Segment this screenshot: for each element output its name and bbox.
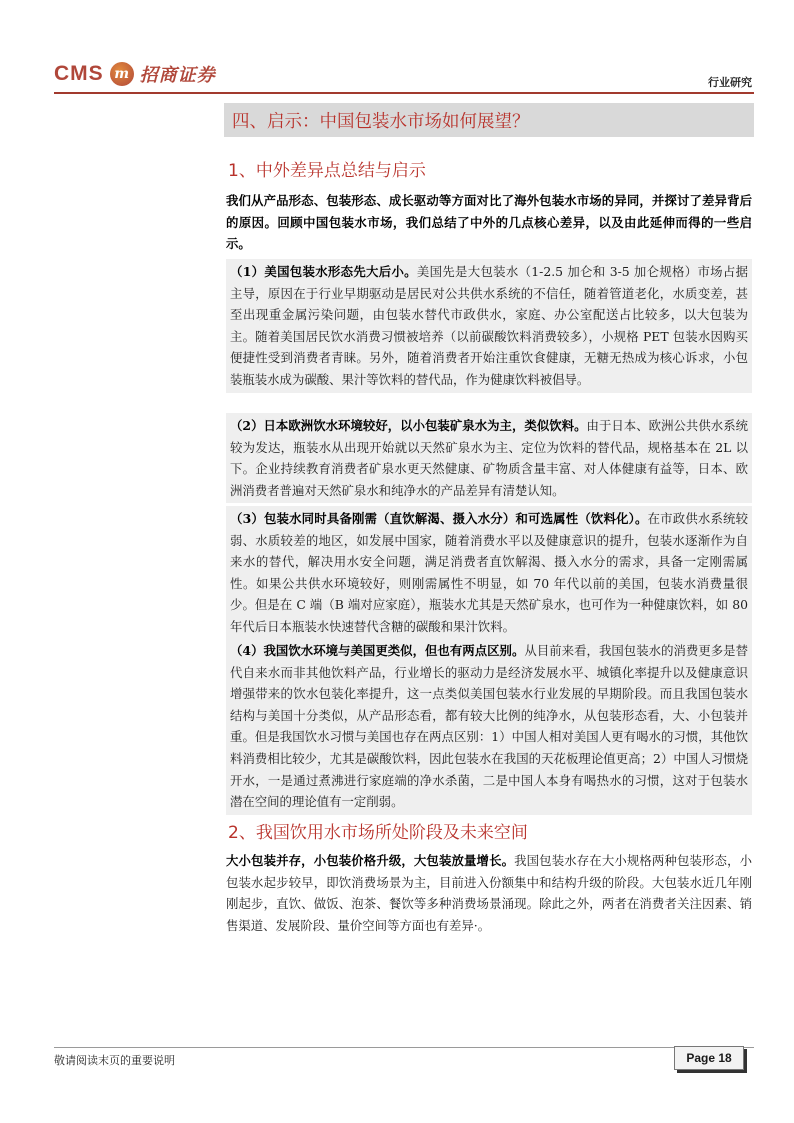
point-4-paragraph — [226, 638, 752, 815]
subsection-2-heading: 2、我国饮用水市场所处阶段及未来空间 — [228, 823, 528, 843]
subsection-2-lead: 大小包装并存，小包装价格升级，大包装放量增长。 — [226, 853, 515, 868]
disclaimer-notice: 敬请阅读末页的重要说明 — [54, 1054, 175, 1067]
point-4-body: 从目前来看，我国包装水的消费更多是替代自来水而非其他饮料产品，行业增长的驱动力是经济发展水平、城镇化率提升以及健康意识增强带来的饮水包装化率提升，这一点类似美国包装水行业发展的早期阶段。而且我国包装水结构与美国十分类似，从产品形态看，都有较大比例的纯净水，从包装形态看，大、小包装并重。但是我国饮水习惯与美国也存在两点区别：1）中国人相对美国人更有喝水的习惯，其他饮料消费相比较少，尤其是碳酸饮料，因此包装水在我国的天花板理论值更高；2）中国人习惯烧开水，一是通过煮沸进行家庭端的净水杀菌，二是中国人本身有喝热水的习惯，这对于包装水潜在空间的理论值有一定削弱。 — [230, 643, 749, 810]
page-number-badge — [674, 1046, 744, 1070]
logo-mark-icon: m — [110, 62, 134, 86]
section-title: 四、启示：中国包装水市场如何展望？ — [232, 111, 530, 132]
page-number: Page 18 — [686, 1051, 732, 1065]
point-3-paragraph — [226, 506, 752, 640]
subsection-2-paragraph — [226, 850, 752, 936]
point-1-lead: （1）美国包装水形态先大后小。 — [230, 264, 417, 279]
footer-divider — [54, 1047, 754, 1048]
subsection-1-intro — [226, 190, 752, 255]
point-2-paragraph — [226, 413, 752, 503]
subsection-1-heading: 1、中外差异点总结与启示 — [228, 161, 426, 181]
point-3-body: 在市政供水系统较弱、水质较差的地区，如发展中国家，随着消费水平以及健康意识的提升，包装水逐渐作为自来水的替代，解决用水安全问题，满足消费者直饮解渴、摄入水分的需求，具备一定刚需属性。如果公共供水环境较好，则刚需属性不明显，如 70 年代以前的美国，包装水消费量很少。但是在 C 端（B 端对应家庭），瓶装水尤其是天然矿泉水，也可作为一种健康饮料，如 80 年代后日本瓶装水快速替代含糖的碳酸和果汁饮料。 — [230, 511, 749, 634]
intro-text: 我们从产品形态、包装形态、成长驱动等方面对比了海外包装水市场的异同，并探讨了差异背后的原因。回顾中国包装水市场，我们总结了中外的几点核心差异，以及由此延伸而得的一些启示。 — [226, 193, 752, 252]
point-1-body: 美国先是大包装水（1-2.5 加仑和 3-5 加仑规格）市场占据主导，原因在于行业早期驱动是居民对公共供水系统的不信任，随着管道老化，水质变差，甚至出现重金属污染问题，由包装水替代市政供水，家庭、办公室配送占比较多，以大包装为主。随着美国居民饮水消费习惯被培养（以前碳酸饮料消费较多），小规格 PET 包装水因购买便捷性受到消费者青睐。另外，随着消费者开始注重饮食健康，无糖无热成为核心诉求，小包装瓶装水成为碳酸、果汁等饮料的替代品，作为健康饮料被倡导。 — [230, 264, 748, 387]
point-2-body: 由于日本、欧洲公共供水系统较为发达，瓶装水从出现开始就以天然矿泉水为主、定位为饮料的替代品，规格基本在 2L 以下。企业持续教育消费者矿泉水更天然健康、矿物质含量丰富、对人体健康有益等，日本、欧洲消费者普遍对天然矿泉水和纯净水的产品差异有清楚认知。 — [230, 418, 749, 498]
subsection-2-body: 我国包装水存在大小规格两种包装形态，小包装水起步较早，即饮消费场景为主，目前进入份额集中和结构升级的阶段。大包装水近几年刚刚起步，直饮、做饭、泡茶、餐饮等多种消费场景涌现。除此之外，两者在消费者关注因素、销售渠道、发展阶段、量价空间等方面也有差异·。 — [226, 853, 753, 933]
report-type-label: 行业研究 — [708, 76, 752, 89]
point-3-lead: （3）包装水同时具备刚需（直饮解渴、摄入水分）和可选属性（饮料化）。 — [230, 511, 648, 526]
section-title-bar — [224, 103, 754, 137]
point-4-lead: （4）我国饮水环境与美国更类似，但也有两点区别。 — [230, 643, 525, 658]
header-divider — [54, 92, 754, 94]
logo-chinese-text: 招商证券 — [139, 65, 216, 86]
logo-latin-text: CMS — [54, 62, 104, 85]
point-1-paragraph — [226, 259, 752, 393]
company-logo — [54, 60, 216, 88]
point-2-lead: （2）日本欧洲饮水环境较好，以小包装矿泉水为主，类似饮料。 — [230, 418, 587, 433]
